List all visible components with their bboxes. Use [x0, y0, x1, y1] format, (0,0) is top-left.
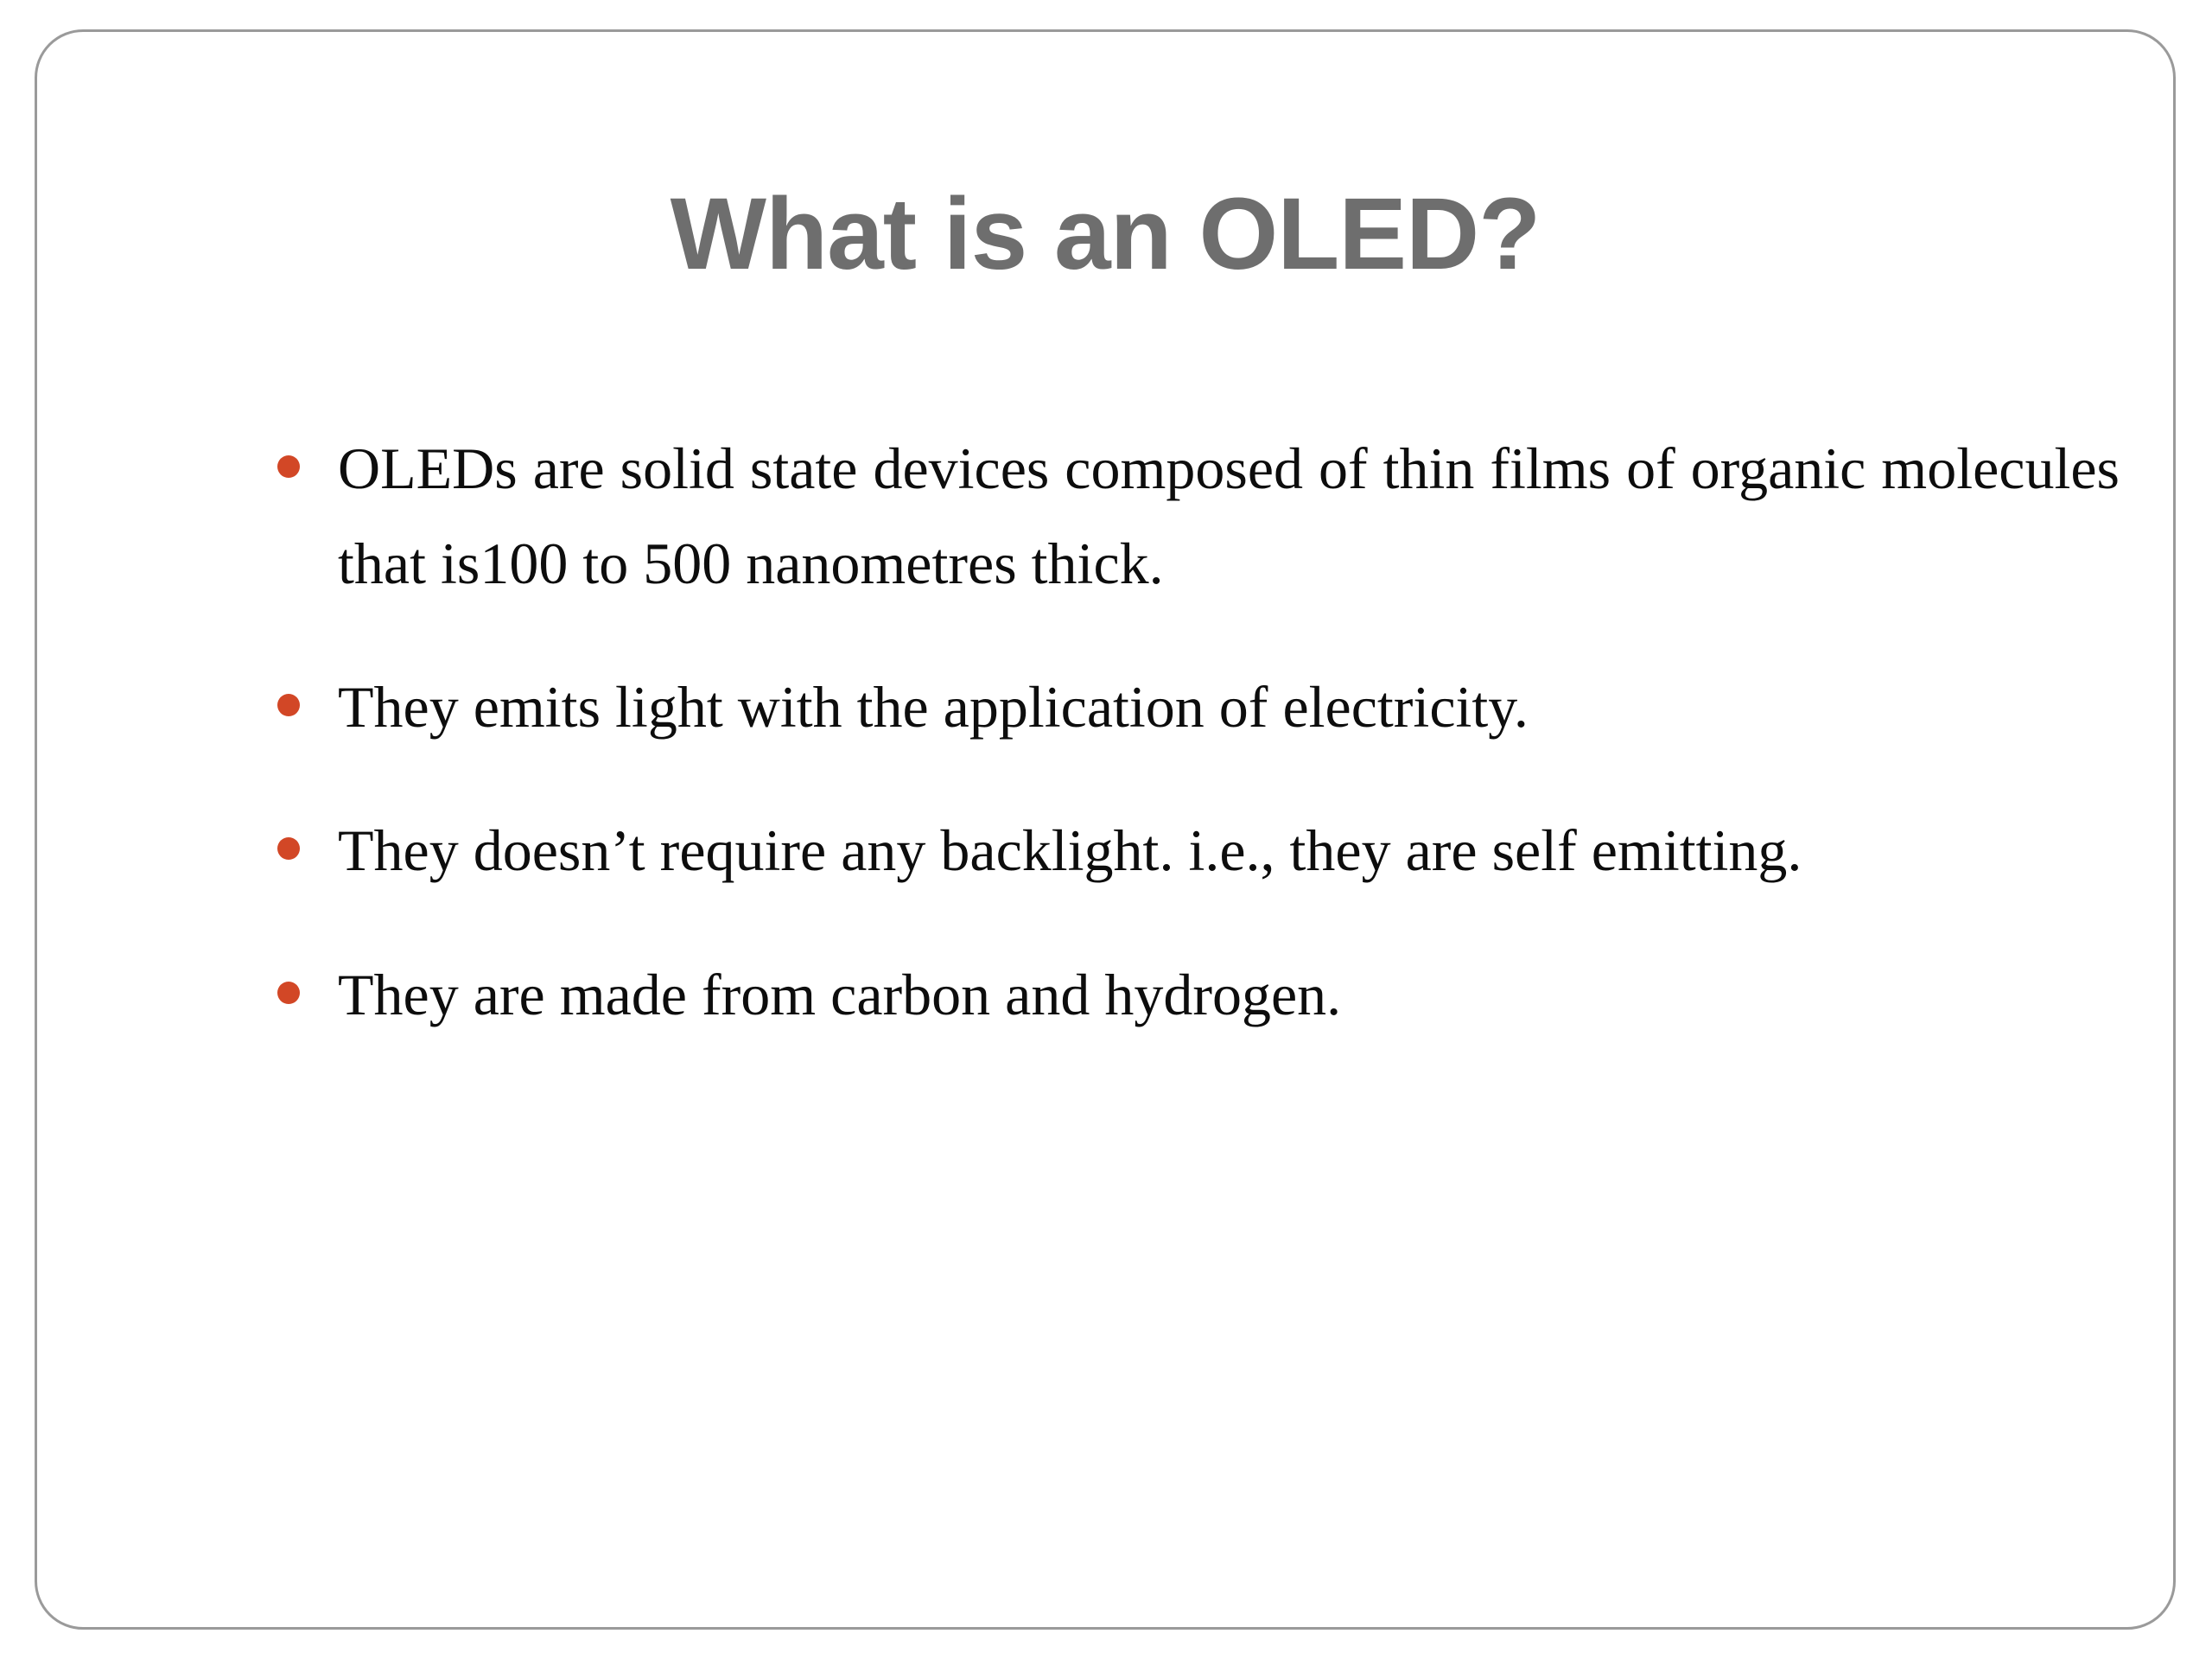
list-item-text: They are made from carbon and hydrogen. — [338, 961, 1342, 1027]
list-item — [270, 421, 2120, 611]
slide-frame — [35, 29, 2176, 1630]
bullet-dot-icon — [277, 837, 300, 860]
list-item — [270, 947, 2120, 1042]
page-title: What is an OLED? — [670, 177, 1541, 291]
list-item — [270, 659, 2120, 754]
bullet-dot-icon — [277, 455, 300, 478]
bullet-dot-icon — [277, 982, 300, 1004]
list-item — [270, 803, 2120, 898]
list-item-text: They doesn’t require any backlight. i.e., they are self emitting. — [338, 817, 1802, 884]
list-item-text: OLEDs are solid state devices composed of thin films of organic molecules that is100 to 500 nanometres thick. — [338, 435, 2120, 597]
bullet-dot-icon — [277, 694, 300, 716]
bullet-list — [270, 421, 2120, 1090]
list-item-text: They emits light with the application of electricity. — [338, 674, 1529, 741]
